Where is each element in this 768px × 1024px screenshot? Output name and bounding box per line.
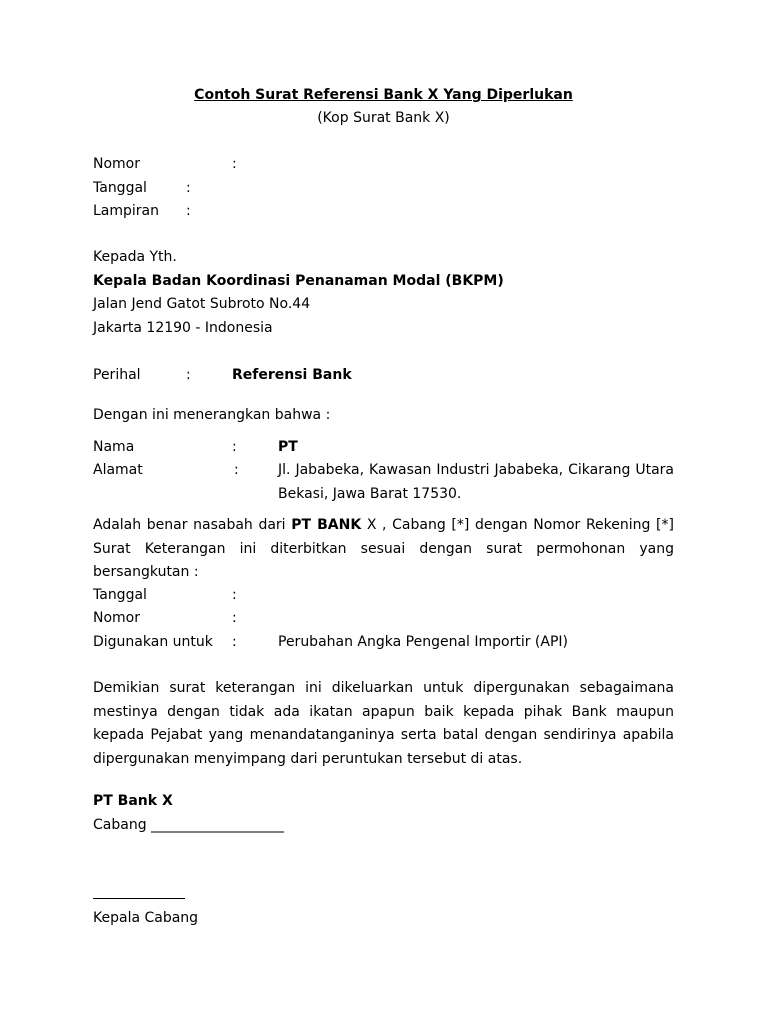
closing-paragraph: Demikian surat keterangan ini dikeluarkan untuk dipergunakan sebagaimana mestinya dengan tidak ada ikatan apapun baik kepada pihak Bank maupun kepada Pejabat yang menandatanganinya serta batal dengan sendirinya apabila dipergunakan menyimpang dari peruntukan tersebut di atas. [93, 680, 674, 767]
alamat-colon: : [234, 462, 239, 478]
nama-colon: : [232, 439, 237, 455]
nomor-colon: : [232, 156, 237, 172]
recipient-address-line2: Jakarta 12190 - Indonesia [93, 320, 273, 336]
usage-nomor-colon: : [232, 610, 237, 626]
lampiran-label: Lampiran [93, 203, 160, 219]
usage-digunakan-label: Digunakan untuk [93, 634, 213, 650]
recipient-name: Kepala Badan Koordinasi Penanaman Modal (BKPM) [93, 273, 504, 289]
body1-part2: X , Cabang [*] dengan Nomor Rekening [*] Surat Keterangan ini diterbitkan sesuai dengan surat permohonan yang bersangkutan : [93, 517, 674, 580]
subject-colon: : [186, 367, 191, 383]
nama-label: Nama [93, 439, 135, 455]
subject-value: Referensi Bank [232, 367, 352, 383]
tanggal-colon: : [186, 180, 191, 196]
bank-name: PT BANK [291, 517, 362, 533]
recipient-address-line1: Jalan Jend Gatot Subroto No.44 [93, 296, 311, 312]
letterhead-placeholder: (Kop Surat Bank X) [317, 110, 450, 126]
letter-title: Contoh Surat Referensi Bank X Yang Diperlukan [194, 87, 573, 103]
signature-line [93, 898, 185, 899]
usage-tanggal-colon: : [232, 587, 237, 603]
lampiran-colon: : [186, 203, 191, 219]
subject-label: Perihal [93, 367, 141, 383]
usage-tanggal-label: Tanggal [93, 587, 147, 603]
usage-digunakan-colon: : [232, 634, 237, 650]
usage-digunakan-value: Perubahan Angka Pengenal Importir (API) [278, 634, 569, 650]
signature-position: Kepala Cabang [93, 910, 199, 926]
body1-part1: Adalah benar nasabah dari [93, 517, 292, 533]
nomor-label: Nomor [93, 156, 140, 172]
salutation: Kepada Yth. [93, 249, 177, 265]
intro-text: Dengan ini menerangkan bahwa : [93, 407, 331, 423]
body-paragraph-1 [93, 514, 674, 585]
signature-company: PT Bank X [93, 793, 173, 809]
nama-value: PT [278, 439, 298, 455]
alamat-value: Jl. Jababeka, Kawasan Industri Jababeka, Cikarang Utara Bekasi, Jawa Barat 17530. [278, 462, 674, 502]
alamat-label: Alamat [93, 462, 143, 478]
signature-branch: Cabang ___________________ [93, 817, 285, 833]
tanggal-label: Tanggal [93, 180, 147, 196]
usage-nomor-label: Nomor [93, 610, 140, 626]
